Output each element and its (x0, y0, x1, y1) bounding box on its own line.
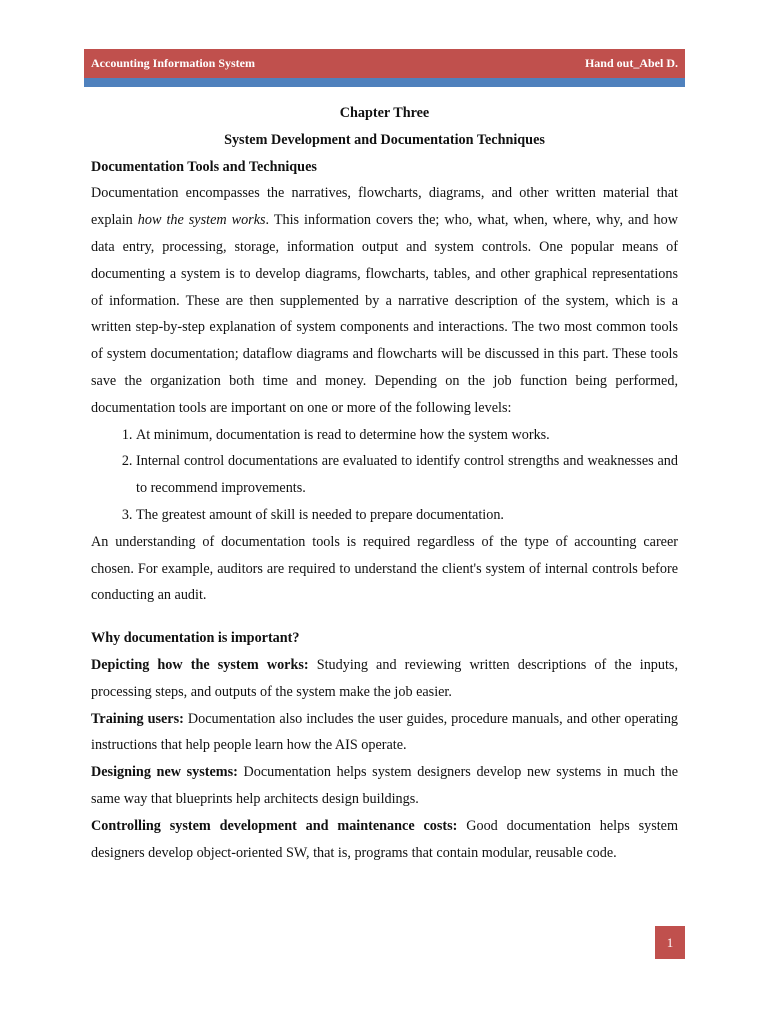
importance-text: Studying and reviewing written descriptions of the inputs, processing steps, and outputs of the system make the job easier. (91, 656, 678, 700)
importance-text: Good documentation helps system designers develop object-oriented SW, that is, programs that contain modular, reusable code. (91, 817, 678, 861)
intro-text-start: Documentation encompasses the narratives, flowcharts, diagrams, and other written material that explain (91, 185, 678, 229)
importance-text: Documentation helps system designers develop new systems in much the same way that blueprints help architects design buildings. (91, 764, 679, 807)
header-stripe (84, 78, 685, 87)
intro-paragraph (91, 180, 678, 421)
page-header (84, 49, 685, 78)
levels-list (91, 422, 678, 529)
list-item: 1. At minimum, documentation is read to determine how the system works. (136, 422, 678, 449)
chapter-subtitle: System Development and Documentation Techniques (224, 131, 545, 148)
page-number: 1 (655, 926, 685, 959)
list-item: 3. The greatest amount of skill is needed to prepare documentation. (136, 502, 678, 529)
importance-term: Depicting how the system works: (91, 656, 309, 673)
importance-item (91, 652, 678, 706)
page-body (91, 100, 678, 866)
list-item: 2. Internal control documentations are evaluated to identify control strengths and weaknesses and to recommend improvements. (136, 448, 678, 502)
importance-term: Designing new systems: (91, 764, 238, 781)
understanding-paragraph: An understanding of documentation tools is required regardless of the type of accounting career chosen. For example, auditors are required to understand the client's system of internal controls before conducting an audit. (91, 533, 678, 604)
section-spacer (91, 609, 678, 625)
header-left-title: Accounting Information System (91, 56, 255, 70)
importance-item (91, 759, 678, 813)
importance-item (91, 706, 678, 760)
section-heading-tools: Documentation Tools and Techniques (91, 158, 317, 175)
intro-emphasis: how the system works (137, 212, 266, 229)
importance-term: Controlling system development and maintenance costs: (91, 817, 458, 834)
importance-term: Training users: (91, 710, 184, 727)
importance-text: Documentation also includes the user guides, procedure manuals, and other operating instructions that help people learn how the AIS operate. (91, 710, 679, 754)
chapter-title: Chapter Three (339, 105, 430, 121)
importance-item (91, 813, 678, 867)
header-right-title: Hand out_Abel D. (584, 56, 678, 70)
section-heading-importance: Why documentation is important? (91, 630, 300, 647)
intro-text-end: . This information covers the; who, what, when, where, why, and how data entry, processing, storage, information output and system controls. One popular means of documenting a system is to develop diagrams, flowcharts, tables, and other graphical representations of information. These are then supplemented by a narrative description of the system, which is a written step-by-step explanation of system components and interactions. The two most common tools of system documentation; dataflow diagrams and flowcharts will be discussed in this part. These tools save the organization both time and money. Depending on the job function being performed, documentation tools are important on one or more of the following levels: (91, 212, 678, 416)
